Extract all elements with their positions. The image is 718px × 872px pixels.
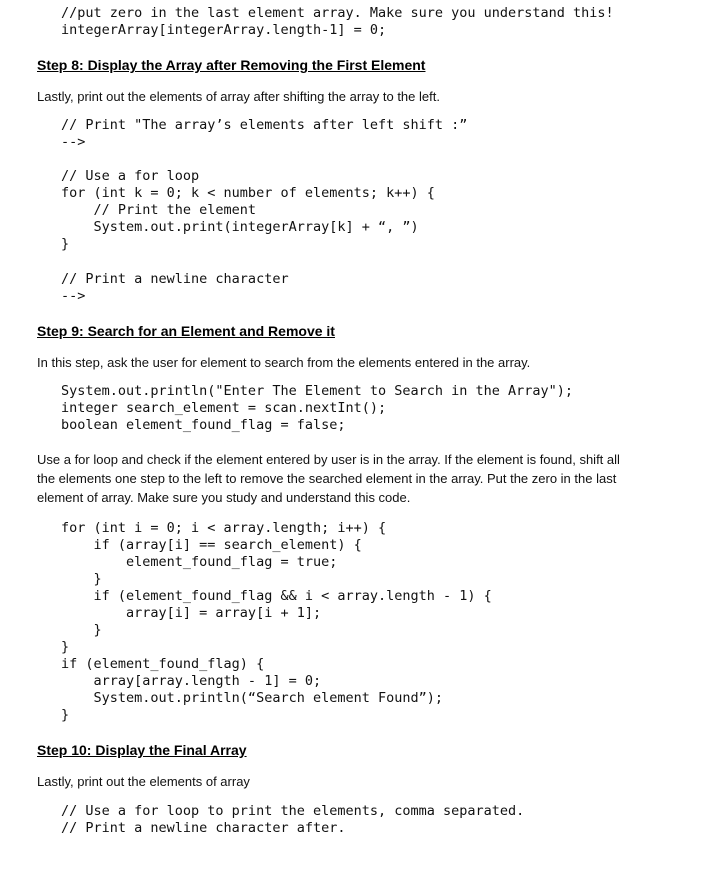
code-block-search-input: System.out.println("Enter The Element to Search in the Array"); integer search_element = scan.nextInt(); boolean element_found_flag = false; [61, 383, 574, 433]
step8-text: Lastly, print out the elements of array after shifting the array to the left. [37, 89, 440, 104]
paragraph-line: element of array. Make sure you study and understand this code. [37, 490, 411, 505]
step9-explanation [37, 450, 677, 507]
code-block-zero-last: //put zero in the last element array. Make sure you understand this! integerArray[integerArray.length-1] = 0; [61, 5, 614, 38]
code-block-newline: // Print a newline character --> [61, 271, 289, 304]
paragraph-line: Use a for loop and check if the element entered by user is in the array. If the element is found, shift all [37, 452, 620, 467]
code-block-search-loop: for (int i = 0; i < array.length; i++) { if (array[i] == search_element) { element_found_flag = true; } if (element_found_flag && i < array.length - 1) { array[i] = array[i + 1]; } } if (element_found_flag) { array[array.length - 1] = 0; System.out.println(“Search element Found”); } [61, 520, 492, 723]
step10-heading: Step 10: Display the Final Array [37, 742, 247, 758]
paragraph-line: the elements one step to the left to remove the searched element in the array. Put the zero in the last [37, 471, 617, 486]
step8-heading: Step 8: Display the Array after Removing the First Element [37, 57, 426, 73]
step9-text: In this step, ask the user for element to search from the elements entered in the array. [37, 355, 531, 370]
code-block-for-loop-print: // Use a for loop for (int k = 0; k < number of elements; k++) { // Print the element System.out.print(integerArray[k] + “, ”) } [61, 168, 435, 252]
code-block-final-print: // Use a for loop to print the elements, comma separated. // Print a newline character after. [61, 803, 525, 836]
code-block-print-message: // Print "The array’s elements after left shift :” --> [61, 117, 468, 150]
step9-heading: Step 9: Search for an Element and Remove it [37, 323, 335, 339]
step10-text: Lastly, print out the elements of array [37, 774, 250, 789]
